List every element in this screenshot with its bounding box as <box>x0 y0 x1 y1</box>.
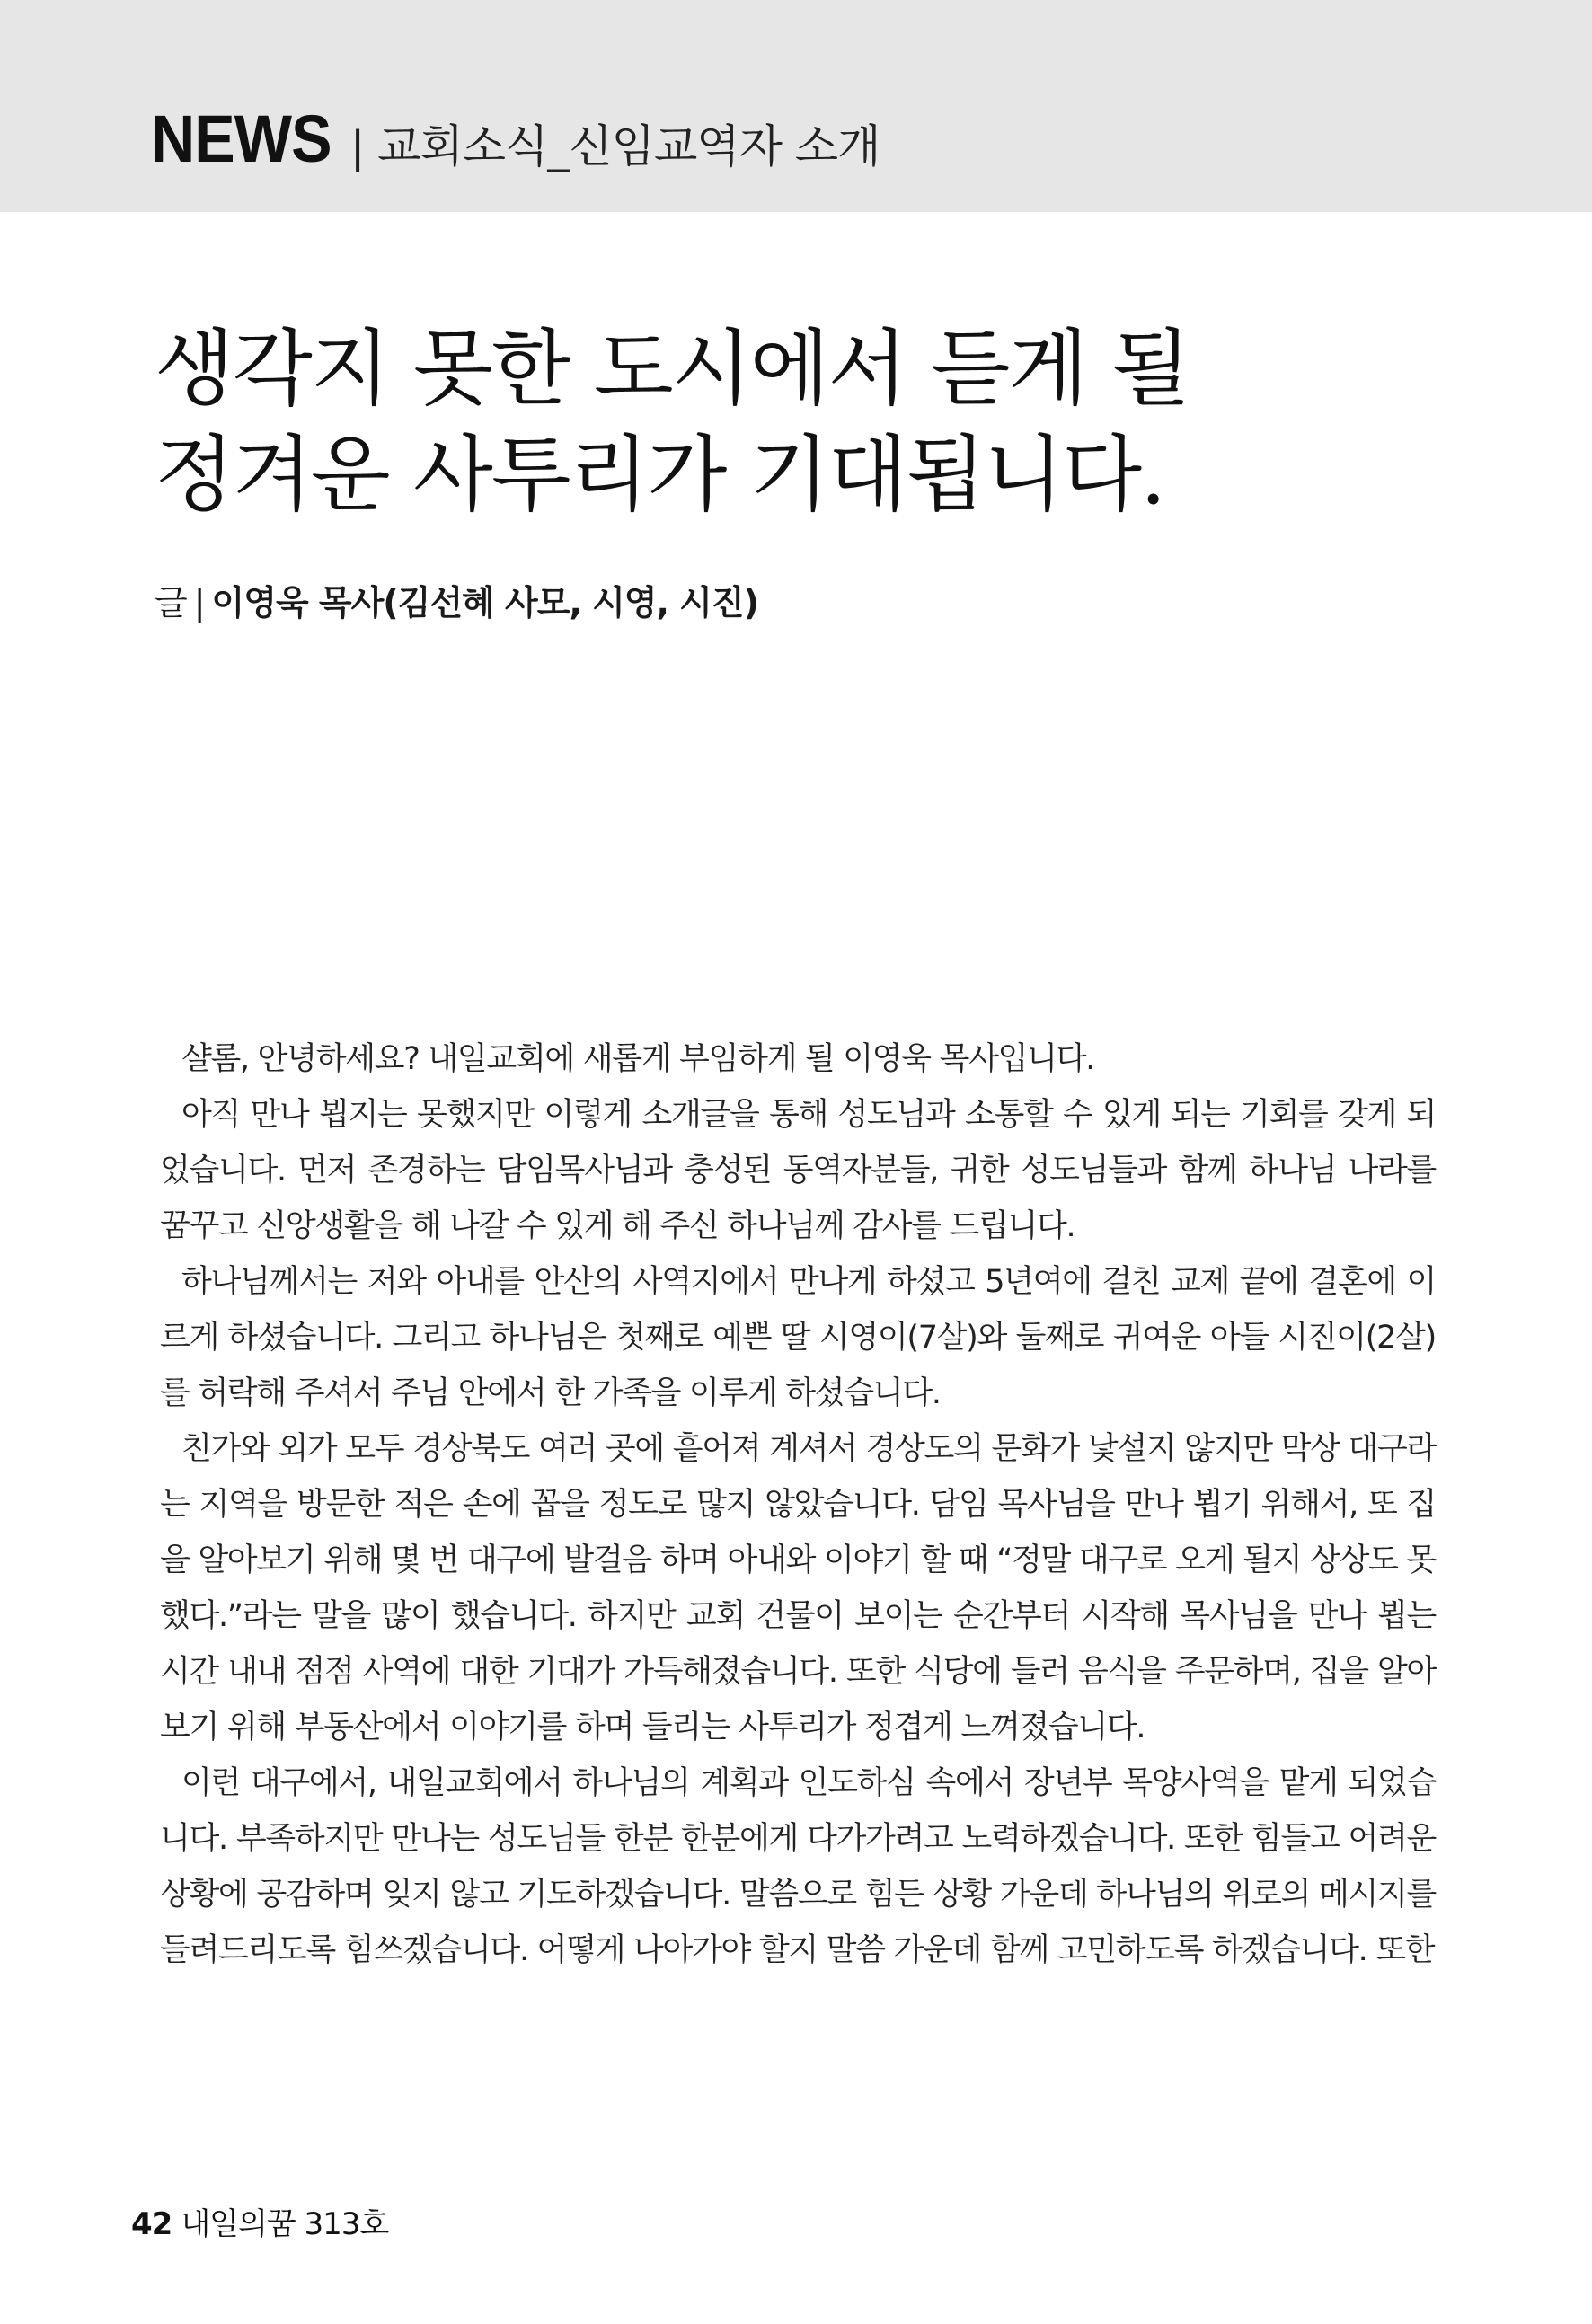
headline-line-1: 생각지 못한 도시에서 듣게 될 <box>155 321 1190 417</box>
header-band <box>0 0 1592 212</box>
body-paragraph: 친가와 외가 모두 경상북도 여러 곳에 흩어져 계셔서 경상도의 문화가 낯설지 않지만 막상 대구라는 지역을 방문한 적은 손에 꼽을 정도로 많지 않았습니다. 담임 목사님을 만나 뵙기 위해서, 또 집을 알아보기 위해 몇 번 대구에 발걸음 하며 아내와 이야기 할 때 “정말 대구로 오게 될지 상상도 못했다.”라는 말을 많이 했습니다. 하지만 교회 건물이 보이는 순간부터 시작해 목사님을 만나 뵙는 시간 내내 점점 사역에 대한 기대가 가득해졌습니다. 또한 식당에 들러 음식을 주문하며, 집을 알아보기 위해 부동산에서 이야기를 하며 들리는 사투리가 정겹게 느껴졌습니다. <box>160 1431 1436 1745</box>
body-paragraph: 샬롬, 안녕하세요? 내일교회에 새롭게 부임하게 될 이영욱 목사입니다. <box>181 1041 1094 1077</box>
page-number: 42 <box>131 2206 172 2242</box>
header-separator: | <box>350 122 366 172</box>
page-footer <box>131 2199 388 2243</box>
body-paragraph: 이런 대구에서, 내일교회에서 하나님의 계획과 인도하심 속에서 장년부 목양사역을 맡게 되었습니다. 부족하지만 만나는 성도님들 한분 한분에게 다가가려고 노력하겠습니다. 또한 힘들고 어려운 상황에 공감하며 잊지 않고 기도하겠습니다. 말씀으로 힘든 상황 가운데 하나님의 위로의 메시지를 들려드리도록 힘쓰겠습니다. 어떻게 나아가야 할지 말씀 가운데 함께 고민하도록 하겠습니다. 또한 <box>160 1765 1436 1968</box>
section-label: 교회소식_신임교역자 소개 <box>377 120 880 172</box>
byline-label: 글 <box>155 583 187 623</box>
byline <box>155 575 758 624</box>
article-headline <box>155 316 1189 528</box>
news-label: NEWS <box>151 102 332 176</box>
byline-author: 이영욱 목사(김선혜 사모, 시영, 시진) <box>211 583 758 623</box>
byline-separator: | <box>193 583 205 623</box>
section-header <box>151 101 880 177</box>
body-paragraph: 하나님께서는 저와 아내를 안산의 사역지에서 만나게 하셨고 5년여에 걸친 교제 끝에 결혼에 이르게 하셨습니다. 그리고 하나님은 첫째로 예쁜 딸 시영이(7살)와 둘째로 귀여운 아들 시진이(2살)를 허락해 주셔서 주님 안에서 한 가족을 이루게 하셨습니다. <box>160 1264 1436 1411</box>
headline-line-2: 정겨운 사투리가 기대됩니다. <box>155 427 1165 523</box>
body-paragraph: 아직 만나 뵙지는 못했지만 이렇게 소개글을 통해 성도님과 소통할 수 있게 되는 기회를 갖게 되었습니다. 먼저 존경하는 담임목사님과 충성된 동역자분들, 귀한 성도님들과 함께 하나님 나라를 꿈꾸고 신앙생활을 해 나갈 수 있게 해 주신 하나님께 감사를 드립니다. <box>160 1097 1436 1244</box>
article-body <box>160 1031 1436 1978</box>
publication-name: 내일의꿈 313호 <box>181 2206 389 2242</box>
